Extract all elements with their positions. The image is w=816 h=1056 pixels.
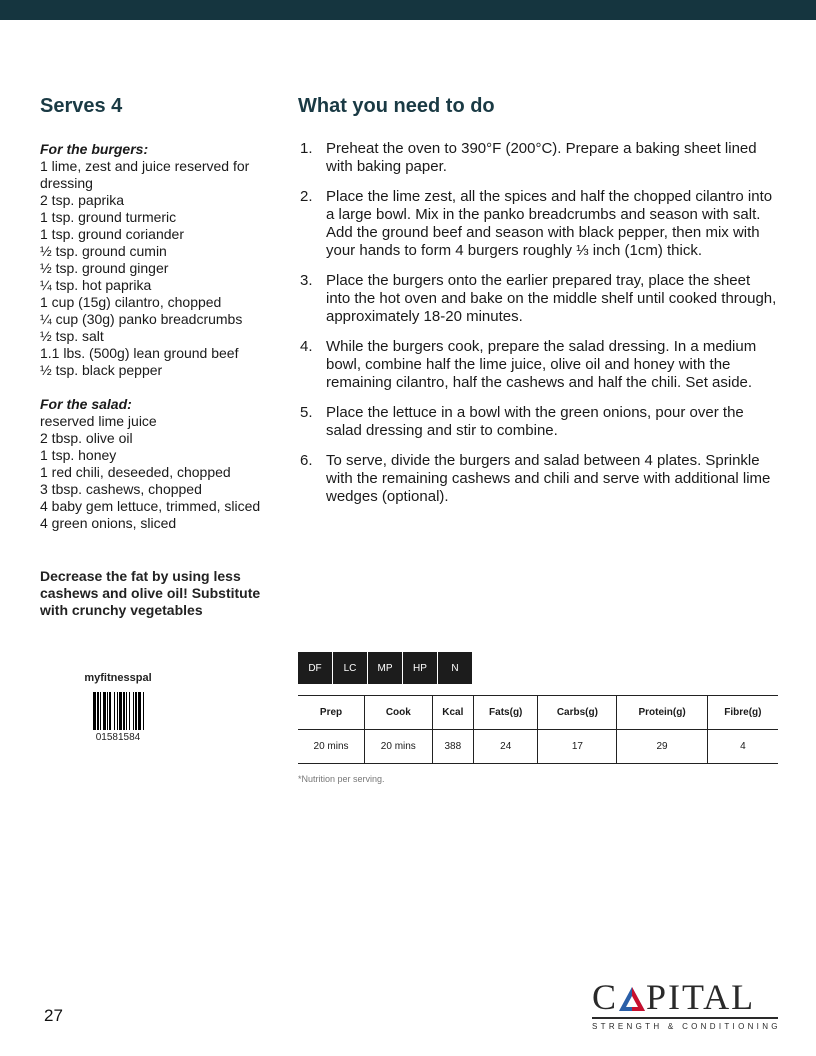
nutrition-value: 20 mins — [365, 730, 433, 764]
step-text: Place the lime zest, all the spices and half the chopped cilantro into a large bowl. Mix in the panko breadcrumbs and season with salt. Add the ground beef and season with black pepper, then mix with your hands to form 4 burgers roughly ⅓ inch (1cm) thick. — [326, 188, 773, 259]
method-step — [298, 188, 778, 260]
step-text: While the burgers cook, prepare the salad dressing. In a medium bowl, combine half the lime juice, olive oil and honey with the remaining cilantro, half the cashews and half the chili. Set aside. — [326, 338, 757, 391]
nutrition-table — [298, 695, 778, 764]
fat-tip: Decrease the fat by using less cashews and olive oil! Substitute with crunchy vegetables — [40, 568, 261, 618]
diet-tag: LC — [333, 652, 367, 684]
nutrition-header: Cook — [365, 696, 433, 730]
method-step — [298, 404, 778, 440]
ingredient-item: 1.1 lbs. (500g) lean ground beef — [40, 345, 239, 361]
burgers-ingredients — [40, 141, 285, 379]
ingredient-item: 4 green onions, sliced — [40, 515, 177, 531]
logo-divider — [592, 1017, 778, 1019]
nutrition-header: Fibre(g) — [707, 696, 778, 730]
diet-tag: MP — [368, 652, 402, 684]
method-step — [298, 452, 778, 506]
step-number: 4. — [300, 338, 313, 355]
method-step — [298, 338, 778, 392]
top-header-bar — [0, 0, 816, 20]
ingredient-item: 3 tbsp. cashews, chopped — [40, 481, 202, 497]
step-number: 1. — [300, 140, 313, 157]
nutrition-header: Kcal — [432, 696, 473, 730]
step-text: Preheat the oven to 390°F (200°C). Prepare a baking sheet lined with baking paper. — [326, 140, 757, 175]
salad-list — [40, 413, 285, 532]
diet-tag: HP — [403, 652, 437, 684]
ingredient-item: ¼ tsp. hot paprika — [40, 277, 152, 293]
servings-heading: Serves 4 — [40, 95, 123, 117]
diet-tag: N — [438, 652, 472, 684]
salad-heading: For the salad: — [40, 396, 132, 412]
method-step — [298, 140, 778, 176]
capital-logo — [592, 977, 781, 1031]
logo-letter-c: C — [592, 977, 619, 1017]
step-text: To serve, divide the burgers and salad between 4 plates. Sprinkle with the remaining cashews and chili and serve with additional lime wedges (optional). — [326, 452, 771, 505]
step-number: 6. — [300, 452, 313, 469]
barcode-icon — [64, 692, 172, 730]
step-text: Place the burgers onto the earlier prepared tray, place the sheet into the hot oven and bake on the middle shelf until cooked through, approximately 18-20 minutes. — [326, 272, 777, 325]
logo-wordmark — [592, 977, 778, 1017]
salad-ingredients — [40, 396, 285, 532]
nutrition-value: 20 mins — [298, 730, 365, 764]
nutrition-value: 17 — [538, 730, 617, 764]
ingredient-item: 1 lime, zest and juice reserved for dressing — [40, 158, 250, 191]
step-number: 2. — [300, 188, 313, 205]
ingredient-item: ½ tsp. ground ginger — [40, 260, 169, 276]
step-number: 5. — [300, 404, 313, 421]
barcode-number: 01581584 — [95, 732, 141, 743]
ingredient-item: reserved lime juice — [40, 413, 157, 429]
ingredient-item: ½ tsp. black pepper — [40, 362, 163, 378]
nutrition-value: 24 — [474, 730, 538, 764]
ingredient-item: 1 tsp. ground coriander — [40, 226, 184, 242]
step-number: 3. — [300, 272, 313, 289]
diet-tags — [298, 652, 473, 684]
nutrition-header: Protein(g) — [617, 696, 707, 730]
myfitnesspal-label: myfitnesspal — [84, 672, 152, 684]
burgers-list — [40, 158, 285, 379]
logo-tagline: STRENGTH & CONDITIONING — [592, 1022, 781, 1031]
ingredient-item: ½ tsp. ground cumin — [40, 243, 167, 259]
ingredient-item: 1 cup (15g) cilantro, chopped — [40, 294, 222, 310]
logo-triangle-icon — [619, 987, 645, 1011]
burgers-heading: For the burgers: — [40, 141, 149, 157]
ingredient-item: 1 red chili, deseeded, chopped — [40, 464, 231, 480]
method-column — [298, 92, 778, 518]
logo-letters-pital: PITAL — [646, 977, 756, 1017]
ingredient-item: 1 tsp. honey — [40, 447, 117, 463]
nutrition-value-row — [298, 730, 778, 764]
method-step — [298, 272, 778, 326]
ingredient-item: ¼ cup (30g) panko breadcrumbs — [40, 311, 243, 327]
ingredient-item: 2 tbsp. olive oil — [40, 430, 133, 446]
page-number: 27 — [44, 1006, 63, 1025]
ingredient-item: 4 baby gem lettuce, trimmed, sliced — [40, 498, 261, 514]
nutrition-header: Prep — [298, 696, 365, 730]
nutrition-header: Carbs(g) — [538, 696, 617, 730]
ingredient-item: 2 tsp. paprika — [40, 192, 125, 208]
ingredients-column — [40, 92, 285, 619]
method-steps — [298, 140, 778, 506]
myfitnesspal-barcode — [64, 672, 172, 743]
nutrition-header-row — [298, 696, 778, 730]
nutrition-value: 388 — [432, 730, 473, 764]
nutrition-value: 4 — [707, 730, 778, 764]
nutrition-note: *Nutrition per serving. — [298, 774, 385, 784]
step-text: Place the lettuce in a bowl with the green onions, pour over the salad dressing and stir to combine. — [326, 404, 744, 439]
nutrition-header: Fats(g) — [474, 696, 538, 730]
ingredient-item: ½ tsp. salt — [40, 328, 104, 344]
nutrition-value: 29 — [617, 730, 707, 764]
barcode-bar — [143, 692, 144, 730]
method-heading: What you need to do — [298, 95, 495, 117]
diet-tag: DF — [298, 652, 332, 684]
ingredient-item: 1 tsp. ground turmeric — [40, 209, 177, 225]
